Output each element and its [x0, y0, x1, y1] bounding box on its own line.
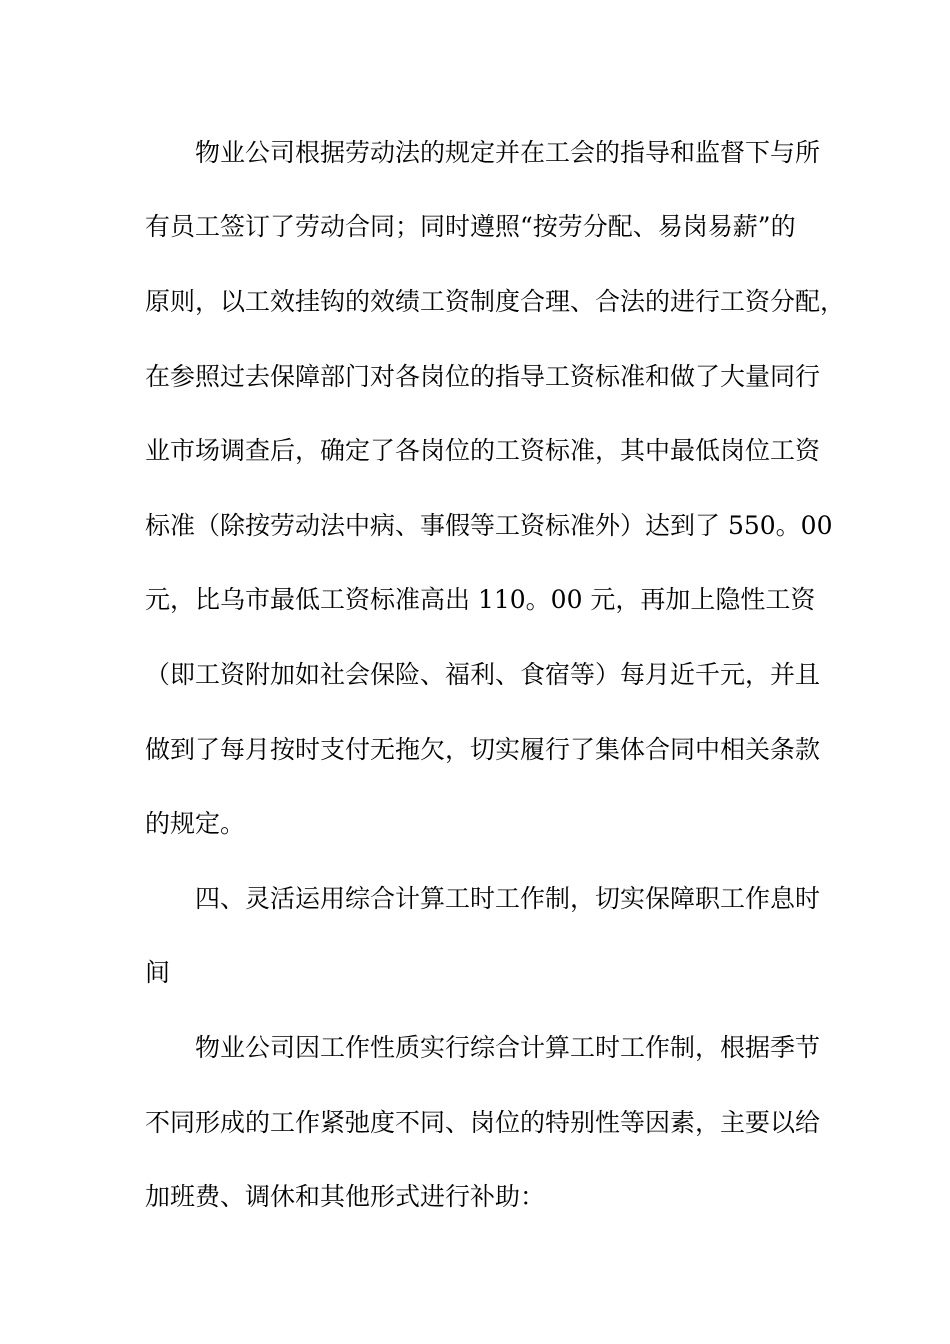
paragraph-line: 物业公司因工作性质实行综合计算工时工作制，根据季节 [145, 1033, 821, 1062]
paragraph-line: （即工资附加如社会保险、福利、食宿等）每月近千元，并且 [145, 660, 821, 689]
paragraph-line: 原则，以工效挂钩的效绩工资制度合理、合法的进行工资分配， [145, 287, 846, 316]
paragraph-line: 标准（除按劳动法中病、事假等工资标准外）达到了 550。00 [145, 511, 833, 540]
paragraph-line: 的规定。 [145, 809, 246, 838]
section-heading-line: 四、灵活运用综合计算工时工作制，切实保障职工作息时 [145, 884, 821, 913]
section-heading-line: 间 [145, 958, 171, 987]
paragraph-line: 有员工签订了劳动合同；同时遵照“按劳分配、易岗易薪”的 [145, 212, 796, 241]
paragraph-line: 加班费、调休和其他形式进行补助： [145, 1182, 546, 1211]
paragraph-line: 不同形成的工作紧弛度不同、岗位的特别性等因素，主要以给 [145, 1108, 821, 1137]
paragraph-line: 做到了每月按时支付无拖欠，切实履行了集体合同中相关条款 [145, 735, 821, 764]
paragraph-line: 元，比乌市最低工资标准高出 110。00 元，再加上隐性工资 [145, 585, 816, 614]
paragraph-line: 业市场调查后，确定了各岗位的工资标准，其中最低岗位工资 [145, 436, 821, 465]
paragraph-line: 物业公司根据劳动法的规定并在工会的指导和监督下与所 [145, 138, 821, 167]
paragraph-line: 在参照过去保障部门对各岗位的指导工资标准和做了大量同行 [145, 362, 821, 391]
